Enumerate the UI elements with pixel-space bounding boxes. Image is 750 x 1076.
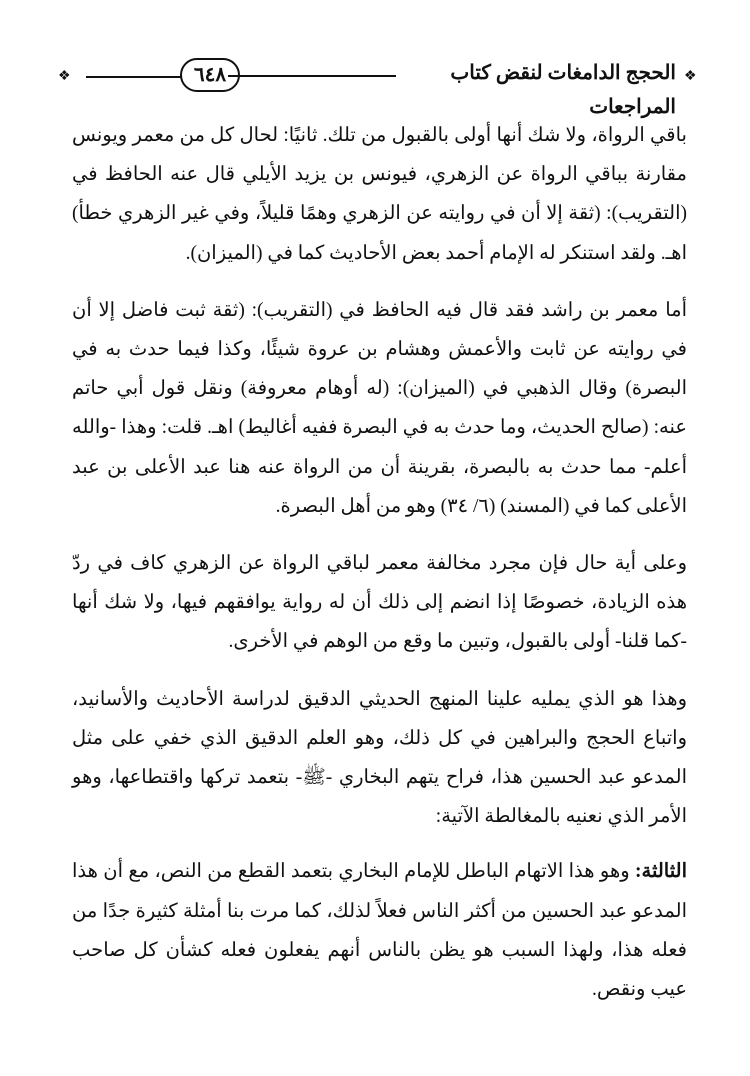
paragraph	[72, 852, 687, 1009]
paragraph	[72, 116, 687, 273]
header-rule-left	[86, 76, 186, 78]
paragraph-text: باقي الرواة، ولا شك أنها أولى بالقبول من تلك. ثانيًا: لحال كل من معمر ويونس مقارنة بباقي الرواة عن الزهري، فيونس بن يزيد الأيلي قال عنه الحافظ في (التقريب): (ثقة إلا أن في روايته عن الزهري وهمًا قليلاً، وفي غير الزهري خطأ) اهـ. ولقد استنكر له الإمام أحمد بعض الأحاديث كما في (الميزان).	[72, 125, 687, 264]
paragraph-text: وهو هذا الاتهام الباطل للإمام البخاري بتعمد القطع من النص، مع أن هذا المدعو عبد الحسين من أكثر الناس فعلاً لذلك، كما مرت بنا أمثلة كثيرة جدًا من فعله هذا، ولهذا السبب هو يظن بالناس أنهم يفعلون فعله كشأن كل صاحب عيب ونقص.	[72, 861, 687, 1001]
header-ornament-left: ❖	[58, 68, 71, 84]
paragraph-lead: الثالثة:	[635, 861, 687, 883]
paragraph-text: وهذا هو الذي يمليه علينا المنهج الحديثي الدقيق لدراسة الأحاديث والأسانيد، واتباع الحجج والبراهين في كل ذلك، وهو العلم الدقيق الذي خفي على مثل المدعو عبد الحسين هذا، فراح يتهم البخاري -ﷺ- بتعمد تركها واقتطاعها، وهو الأمر الذي نعنيه بالمغالطة الآتية:	[72, 688, 687, 828]
body-text	[72, 116, 687, 1027]
paragraph-text: أما معمر بن راشد فقد قال فيه الحافظ في (التقريب): (ثقة ثبت فاضل إلا أن في روايته عن ثابت والأعمش وهشام بن عروة شيئًا، وكذا فيما حدث به في البصرة) وقال الذهبي في (الميزان): (له أوهام معروفة) ونقل قول أبي حاتم عنه: (صالح الحديث، وما حدث به في البصرة ففيه أغاليط) اهـ. قلت: وهذا -والله أعلم- مما حدث به بالبصرة، بقرينة أن من الرواة عنه هنا عبد الأعلى بن عبد الأعلى كما في (المسند) (٦/ ٣٤) وهو من أهل البصرة.	[72, 299, 687, 517]
running-title: الحجج الدامغات لنقض كتاب المراجعات	[450, 62, 676, 118]
paragraph	[72, 544, 687, 662]
paragraph	[72, 680, 687, 837]
page-number: ٦٤٨	[180, 58, 240, 92]
header-rule-right	[228, 75, 396, 77]
page-header	[40, 52, 710, 118]
header-ornament-right: ❖	[684, 68, 697, 84]
paragraph-text: وعلى أية حال فإن مجرد مخالفة معمر لباقي الرواة عن الزهري كاف في ردّ هذه الزيادة، خصوصًا إذا انضم إلى ذلك أن له رواية يوافقهم فيها، ولا شك أنها -كما قلنا- أولى بالقبول، وتبين ما وقع من الوهم في الأخرى.	[72, 553, 687, 653]
paragraph	[72, 291, 687, 526]
